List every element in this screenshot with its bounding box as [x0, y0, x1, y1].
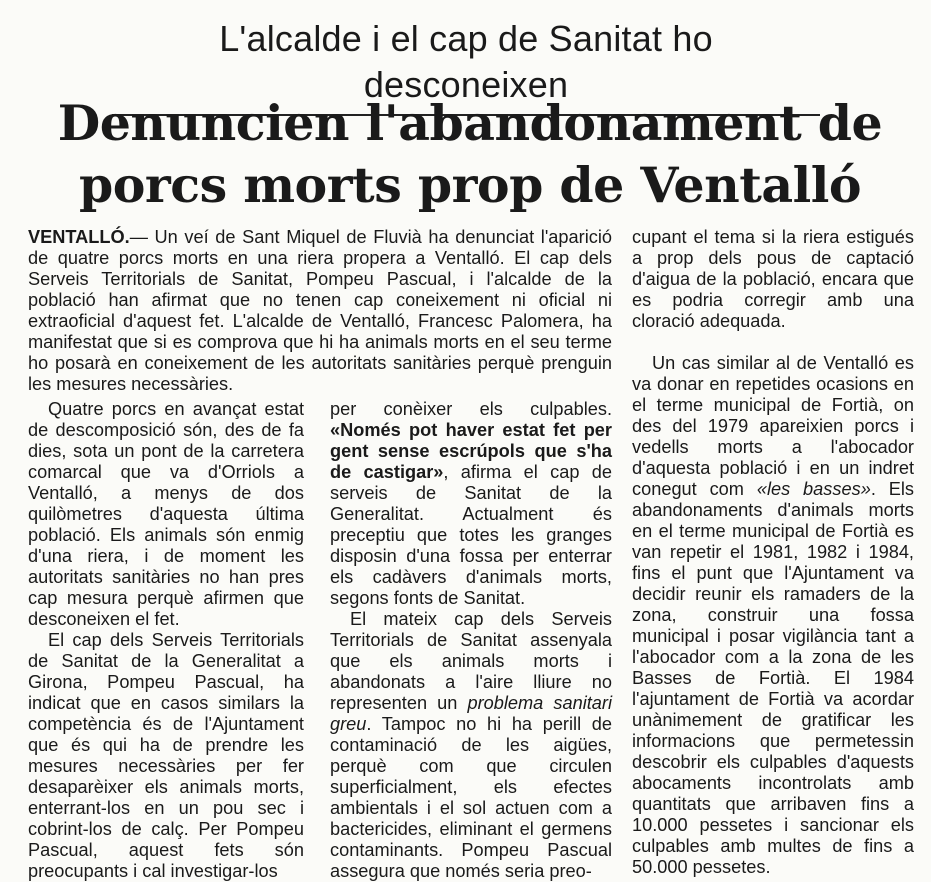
column-2-p1-start: per conèixer els culpables. — [330, 399, 612, 419]
column-3-paragraph-1: cupant el tema si la riera estigués a prop dels pous de captació d'aigua de la població, encara que es podria corregir amb una cloració adequada. — [632, 227, 914, 331]
column-2-paragraph-1 — [330, 399, 612, 609]
pull-quote: «Només pot haver estat fet per gent sense escrúpols que s'ha de castigar» — [330, 420, 612, 482]
column-2-paragraph-2 — [330, 609, 612, 882]
headline — [40, 92, 900, 216]
column-2-p2-italic: problema sanitari greu — [330, 693, 613, 734]
headline-line-2: porcs morts prop de Ventalló — [78, 156, 862, 214]
column-2-p1-end: , afirma el cap de serveis de Sanitat de la Generalitat. Actualment és preceptiu que totes les granges disposin d'una fossa per enterrar els cadàvers d'animals morts, segons fonts de Sanitat. — [330, 462, 612, 608]
column-3-p2-start: Un cas similar al de Ventalló es va donar en repetides ocasions en el terme municipal de Fortià, on des del 1979 apareixien porcs i vedells morts a l'abocador d'aquesta població i en un indret conegut com — [632, 353, 914, 499]
headline-line-1: Denuncien l'abandonament de — [57, 94, 883, 152]
column-3-paragraph-2 — [632, 353, 914, 878]
kicker-subtitle: L'alcalde i el cap de Sanitat ho desconeixen — [112, 16, 820, 116]
column-3-p2-italic: «les basses» — [756, 479, 871, 499]
column-1-paragraph-2: El cap dels Serveis Territorials de Sanitat de la Generalitat a Girona, Pompeu Pascual, ha indicat que en casos similars la competència és de l'Ajuntament que és qui ha de prendre les mesures necessàries per fer desaparèixer els animals morts, enterrant-los en un pou sec i cobrint-los de calç. Per Pompeu Pascual, aquest fets són preocupants i cal investigar-los — [28, 630, 304, 881]
lede-text: — Un veí de Sant Miquel de Fluvià ha denunciat l'aparició de quatre porcs morts en una riera propera a Ventalló. El cap dels Serveis Territorials de Sanitat, Pompeu Pascual, i l'alcalde de la població han afirmat que no tenen cap coneixement ni oficial ni extraoficial d'aquest fet. L'alcalde de Ventalló, Francesc Palomera, ha manifestat que si es comprova que hi ha animals morts en el seu terme ho posarà en coneixement de les autoritats sanitàries perquè prenguin les mesures necessàries. — [28, 227, 612, 394]
article-column-1 — [28, 399, 304, 882]
column-1-paragraph-1: Quatre porcs en avançat estat de descomposició són, des de fa dies, sota un pont de la carretera comarcal que va d'Orriols a Ventalló, a menys de dos quilòmetres d'aquesta última població. Els animals són enmig d'una riera, i de moment les autoritats sanitàries no han pres cap mesura perquè afirmen que desconeixen el fet. — [28, 399, 304, 629]
column-2-p2-end: . Tampoc no hi ha perill de contaminació de les aigües, perquè com que circulen superficialment, els efectes ambientals i el sol actuen com a bactericides, eliminant el germens contaminants. Pompeu Pascual assegura que només seria preo- — [330, 714, 612, 881]
column-2-p2-start: El mateix cap dels Serveis Territorials de Sanitat assenyala que els animals morts i abandonats a l'aire lliure no representen un — [330, 609, 612, 713]
lede-paragraph — [28, 227, 612, 395]
column-3-p2-end: . Els abandonaments d'animals morts en el terme municipal de Fortià es van repetir el 1981, 1982 i 1984, fins el punt que l'Ajuntament va decidir reunir els ramaders de la zona, construir una fossa municipal i posar vigilància tant a l'abocador com a la zona de les Basses de Fortià. El 1984 l'ajuntament de Fortià va acordar unànimement de gratificar les informacions que permetessin descobrir els culpables d'aquests abocaments incontrolats amb quantitats que arribaven fins a 10.000 pessetes i sancionar els culpables amb multes de fins a 50.000 pessetes. — [632, 479, 915, 877]
article-column-2 — [330, 399, 612, 882]
article-column-3 — [632, 227, 914, 878]
dateline: VENTALLÓ. — [28, 227, 130, 247]
